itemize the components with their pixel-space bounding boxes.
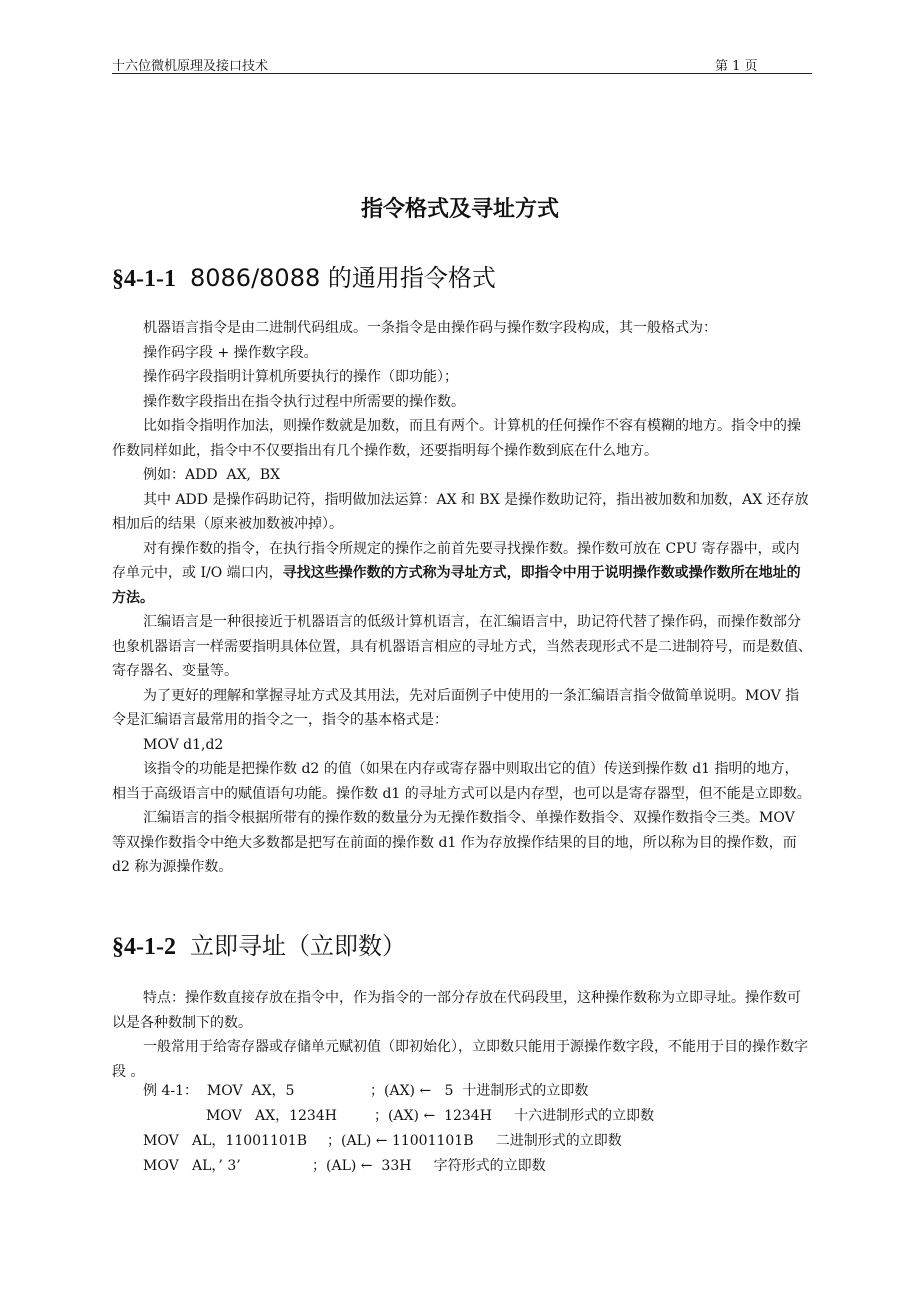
section-heading-4-1-2 [112, 926, 406, 961]
addressing-definition: 寻找这些操作数的方式称为寻址方式，即指令中用于说明操作数或操作数所在地址的方法。 [112, 565, 801, 606]
example-instruction: MOV AL，11001101B [143, 1133, 307, 1149]
paragraph-addressing [112, 537, 812, 611]
header-book-title: 十六位微机原理及接口技术 [112, 59, 269, 74]
example-instruction: MOV AX，1234H [206, 1108, 337, 1124]
paragraph: 汇编语言的指令根据所带有的操作数的数量分为无操作数指令、单操作数指令、双操作数指令三类。MOV 等双操作数指令中绝大多数都是把写在前面的操作数 d1 作为存放操作结果的目的地，所以称为目的操作数，而 d2 称为源操作数。 [112, 810, 797, 875]
paragraph: 其中 ADD 是操作码助记符，指明做加法运算：AX 和 BX 是操作数助记符，指出被加数和加数，AX 还存放相加后的结果（原来被加数被冲掉）。 [112, 491, 809, 532]
code-line: MOV d1,d2 [143, 736, 224, 753]
page-header [112, 53, 812, 74]
paragraph: 该指令的功能是把操作数 d2 的值（如果在内存或寄存器中则取出它的值）传送到操作数 d1 指明的地方，相当于高级语言中的赋值语句功能。操作数 d1 的寻址方式可以是内存型，也可以是寄存器型，但不能是立即数。 [112, 761, 811, 802]
example-comment: ；(AX) ← 1234H 十六进制形式的立即数 [374, 1108, 655, 1124]
paragraph: 机器语言指令是由二进制代码组成。一条指令是由操作码与操作数字段构成，其一般格式为： [143, 320, 717, 336]
paragraph: 比如指令指明作加法，则操作数就是加数，而且有两个。计算机的任何操作不容有模糊的地方。指令中的操作数同样如此，指令中不仅要指出有几个操作数，还要指明每个操作数到底在什么地方。 [112, 418, 801, 459]
example-comment: ；(AL) ← 33H 字符形式的立即数 [312, 1158, 546, 1174]
paragraph: 操作码字段 + 操作数字段。 [143, 344, 318, 361]
example-comment: ；(AL) ← 11001101B 二进制形式的立即数 [327, 1133, 622, 1149]
example-comment: ；(AX) ← 5 十进制形式的立即数 [370, 1083, 589, 1099]
section-heading-4-1-1 [112, 258, 496, 293]
paragraph: 特点：操作数直接存放在指令中，作为指令的一部分存放在代码段里，这种操作数称为立即寻址。操作数可以是各种数制下的数。 [112, 990, 801, 1031]
example-instruction: MOV AL，’ 3’ [143, 1158, 241, 1174]
paragraph: 汇编语言是一种很接近于机器语言的低级计算机语言，在汇编语言中，助记符代替了操作码，而操作数部分也象机器语言一样需要指明具体位置，具有机器语言相应的寻址方式，当然表现形式不是二进制符号，而是数值、寄存器名、变量等。 [112, 614, 812, 679]
section-2-body [112, 986, 812, 1084]
section-number: §4-1-1 [112, 266, 176, 292]
document-title: 指令格式及寻址方式 [360, 197, 559, 222]
paragraph: 一般常用于给寄存器或存储单元赋初值（即初始化），立即数只能用于源操作数字段，不能用于目的操作数字段 。 [112, 1039, 808, 1080]
paragraph: 操作数字段指出在指令执行过程中所需要的操作数。 [143, 393, 465, 410]
section-number: §4-1-2 [112, 934, 176, 960]
example-instruction: 例 4-1： MOV AX，5 [143, 1083, 295, 1099]
paragraph: 为了更好的理解和掌握寻址方式及其用法，先对后面例子中使用的一条汇编语言指令做简单说明。MOV 指令是汇编语言最常用的指令之一，指令的基本格式是： [112, 687, 800, 728]
section-1-body [112, 316, 812, 880]
paragraph: 操作码字段指明计算机所要执行的操作（即功能）； [143, 369, 458, 385]
section-title: 立即寻址（立即数） [189, 932, 406, 960]
section-title: 8086/8088 的通用指令格式 [189, 264, 496, 292]
header-page-number: 第 1 页 [715, 59, 758, 74]
paragraph-text: 对有操作数的指令，在执行指令所规定的操作之前首先要寻找操作数。操作数可放在 CPU 寄存器中，或内存单元中，或 I/O 端口内， [112, 540, 800, 581]
paragraph: 例如：ADD AX, BX [143, 467, 281, 483]
